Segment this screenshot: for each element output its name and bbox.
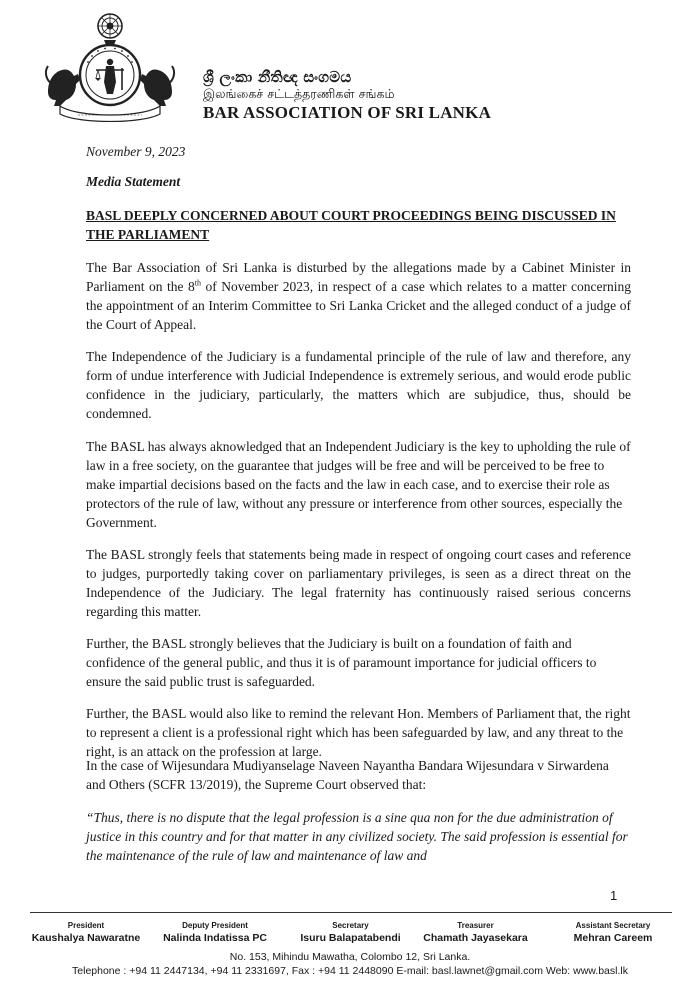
officer-name: Isuru Balapatabendi <box>300 932 401 944</box>
statement-headline: BASL DEEPLY CONCERNED ABOUT COURT PROCEEDINGS BEING DISCUSSED IN THE PARLIAMENT <box>86 208 616 242</box>
organization-name-sinhala: ශ්‍රී ලංකා නීතිඥ සංගමය <box>203 68 352 86</box>
page-number: 1 <box>610 888 618 903</box>
officer-name: Nalinda Indatissa PC <box>163 932 267 944</box>
paragraph-5: Further, the BASL strongly believes that the Judiciary is built on a foundation of faith and confidence of the general public, and thus it is of paramount importance for judicial officers to ensure the said public trust is safeguarded. <box>86 636 597 689</box>
organization-names <box>203 68 493 124</box>
officer-deputy-president <box>150 920 280 945</box>
organization-name-english: BAR ASSOCIATION OF SRI LANKA <box>203 103 492 122</box>
officer-assistant-secretary <box>548 920 678 945</box>
bar-association-crest-icon <box>38 10 188 122</box>
officer-name: Kaushalya Nawaratne <box>31 932 141 944</box>
office-address: No. 153, Mihindu Mawatha, Colombo 12, Sri Lanka. <box>229 951 471 963</box>
paragraph-4: The BASL strongly feels that statements being made in respect of ongoing court cases and reference to judges, purportedly taking cover on parliamentary privileges, is seen as a direct threat on the Independence of the Judiciary. The legal fraternity has continuously raised serious concerns regarding this matter. <box>86 547 631 619</box>
quoted-judgment: “Thus, there is no dispute that the legal profession is a sine qua non for the due administration of justice in this country and for that matter in any civilized society. The said profession is essential for the maintenance of the rule of law and maintenance of law and <box>86 810 628 863</box>
officer-president <box>30 920 142 945</box>
document-type: Media Statement <box>86 174 181 189</box>
officer-role: Secretary <box>332 921 369 930</box>
paragraph-1-text-end: of November 2023, in respect of a case which relates to a matter concerning the appointment of an Interim Committee to Sri Lanka Cricket and the alleged conduct of a judge of the Court of Appeal. <box>86 279 631 332</box>
officer-role: Treasurer <box>457 921 494 930</box>
officer-name: Mehran Careem <box>573 932 653 944</box>
paragraph-1-text-start: The Bar Association of Sri Lanka is disturbed by the allegations made by a Cabinet Minister in Parliament on the 8 <box>86 260 631 294</box>
officer-role: Deputy President <box>182 921 248 930</box>
paragraph-7: In the case of Wijesundara Mudiyanselage Naveen Nayantha Bandara Wijesundara v Sirwardena and Others (SCFR 13/2019), the Supreme Court observed that: <box>86 758 609 792</box>
officer-secretary <box>288 920 413 945</box>
paragraph-6: Further, the BASL would also like to remind the relevant Hon. Members of Parliament that, the right to represent a client is a professional right which has been safeguarded by law, and any threat to the right, is an attack on the profession at large. <box>86 706 631 759</box>
paragraph-2: The Independence of the Judiciary is a fundamental principle of the rule of law and therefore, any form of undue interference with Judicial Independence is extremely serious, and would erode public confidence in the judiciary, particularly, the matters which are subjudice, thus, should be condemned. <box>86 349 631 421</box>
organization-name-tamil: இலங்கைச் சட்டத்தரணிகள் சங்கம் <box>203 86 395 101</box>
statement-date: November 9, 2023 <box>86 144 186 159</box>
officer-treasurer <box>413 920 538 945</box>
paragraph-1 <box>86 258 631 334</box>
officer-role: Assistant Secretary <box>575 921 651 930</box>
contact-details: Telephone : +94 11 2447134, +94 11 2331697, Fax : +94 11 2448090 E-mail: basl.lawnet@gmail.com Web: www.basl.lk <box>72 965 628 977</box>
ordinal-superscript: th <box>194 278 201 288</box>
footer-divider <box>30 912 672 913</box>
officer-name: Chamath Jayasekara <box>423 932 528 944</box>
paragraph-3: The BASL has always aknowledged that an Independent Judiciary is the key to upholding the rule of law in a free society, on the guarantee that judges will be free and will be perceived to be free to make impartial decisions based on the facts and the law in each case, and to exercise their role as protectors of the rule of law, without any pressure or interference from other sources, especially the Government. <box>86 439 631 530</box>
letterhead <box>38 10 492 122</box>
officer-role: President <box>67 921 105 930</box>
